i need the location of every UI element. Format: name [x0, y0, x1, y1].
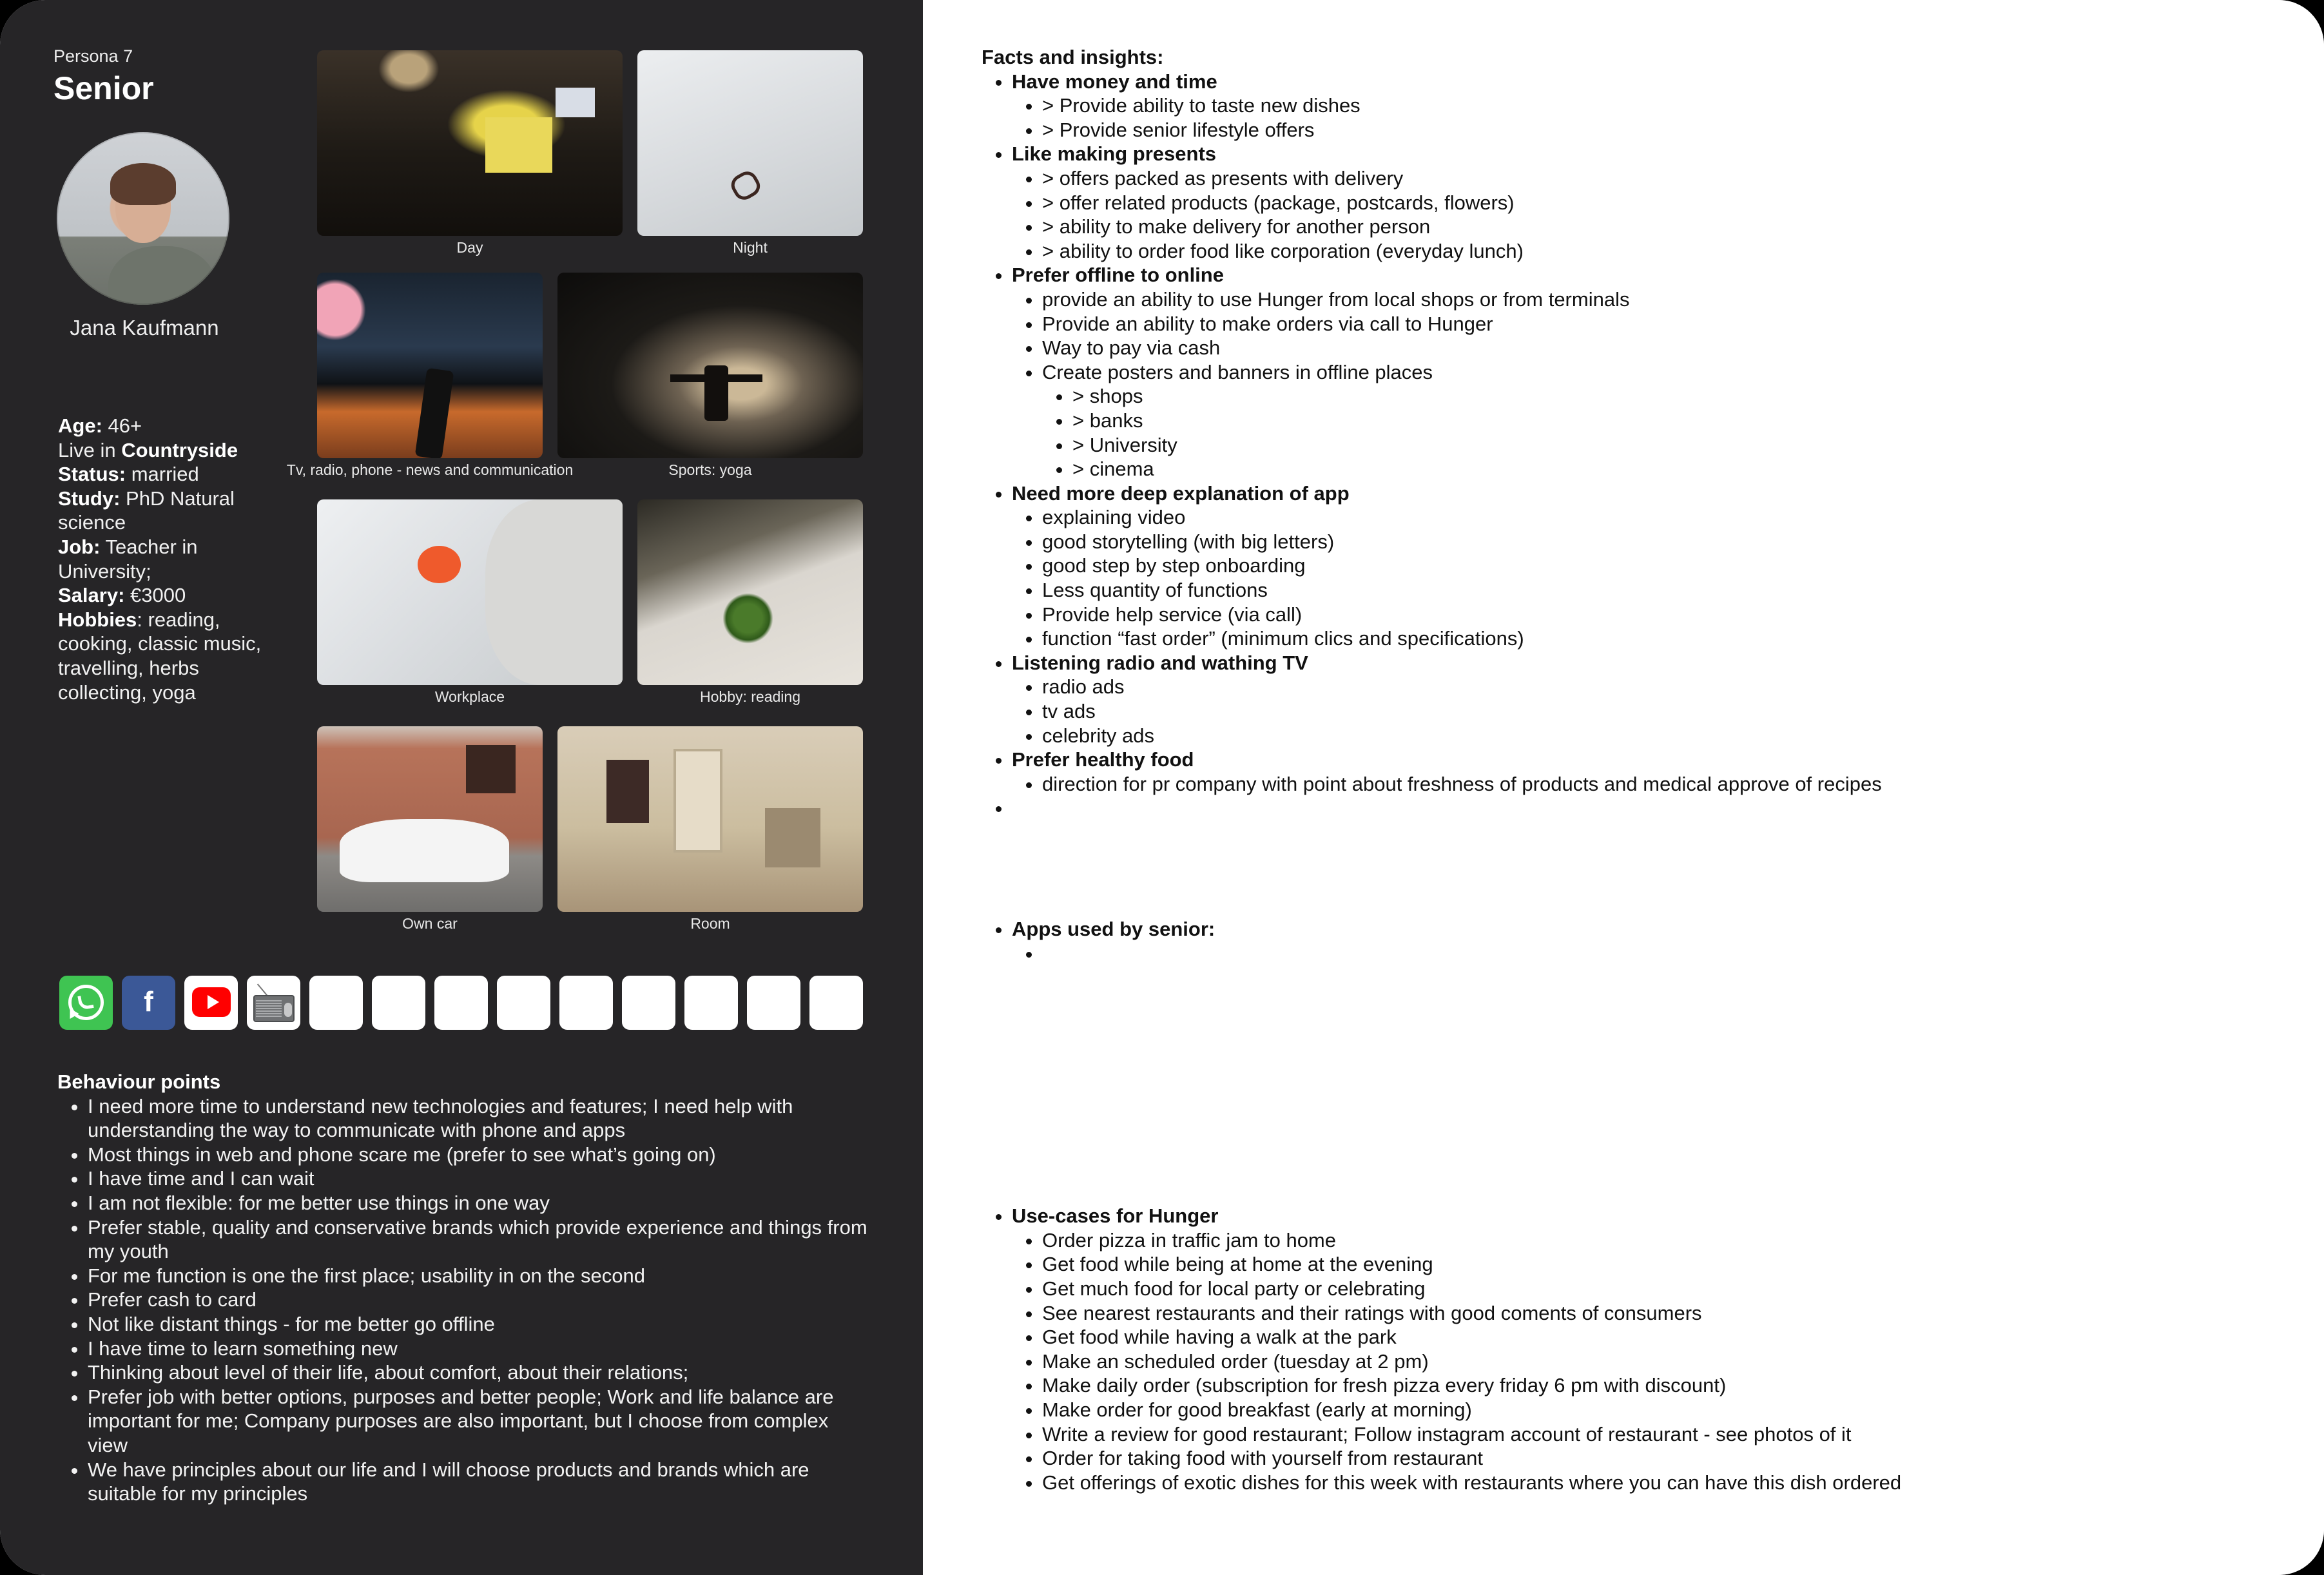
facts-group: • Like making presents • > offers packed as presents with delivery • > offer related products (package, postcards, flowers) • > ability to make delivery for another person • > ability to order food like corporation (everyday lunch) [1012, 142, 2258, 263]
list-item: • Prefer stable, quality and conservative brands which provide experience and things from my youth [88, 1215, 869, 1264]
empty-app-slot[interactable] [497, 976, 550, 1030]
photo-caption-workplace: Workplace [434, 688, 505, 705]
radio-icon[interactable] [247, 976, 300, 1030]
list-item: • I am not flexible: for me better use things in one way [88, 1191, 869, 1215]
facts-group: • Listening radio and wathing TV • radio ads • tv ads • celebrity ads [1012, 651, 2258, 748]
info-salary: Salary: €3000 [58, 584, 186, 607]
list-item: • Make daily order (subscription for fresh pizza every friday 6 pm with discount) [1042, 1373, 2258, 1398]
night-photo [637, 50, 863, 236]
list-item: • explaining video [1042, 505, 2258, 530]
info-status: Status: married [58, 463, 199, 486]
list-item: • For me function is one the first place; usability in on the second [88, 1264, 869, 1288]
behaviour-list [57, 1094, 869, 1506]
list-item: • function “fast order” (minimum clics and specifications) [1042, 626, 2258, 651]
list-item: • tv ads [1042, 699, 2258, 724]
empty-app-slot[interactable] [309, 976, 363, 1030]
facts-title: Facts and insights: [982, 46, 1164, 68]
facts-group: • Prefer healthy food • direction for pr company with point about freshness of products and medical approve of recipes [1012, 748, 2258, 796]
list-item: • > University [1072, 433, 2258, 458]
list-item: • Make order for good breakfast (early at morning) [1042, 1398, 2258, 1422]
list-item: • Way to pay via cash [1042, 336, 2258, 360]
workplace-photo [317, 499, 623, 685]
photo-caption-night: Night [733, 239, 768, 256]
empty-app-slot[interactable] [434, 976, 488, 1030]
avatar [57, 132, 229, 305]
list-item: • Get food while being at home at the evening [1042, 1252, 2258, 1277]
list-item: • direction for pr company with point about freshness of products and medical approve of recipes [1042, 772, 2258, 797]
facts-list [982, 70, 2258, 1495]
list-item: • good step by step onboarding [1042, 554, 2258, 578]
list-item: • Get offerings of exotic dishes for this week with restaurants where you can have this dish ordered [1042, 1471, 2258, 1495]
list-item: • Order for taking food with yourself from restaurant [1042, 1446, 2258, 1471]
day-photo [317, 50, 623, 236]
list-item: • Get food while having a walk at the park [1042, 1325, 2258, 1349]
info-hobbies: Hobbies: reading, cooking, classic music, travelling, herbs collecting, yoga [58, 608, 262, 704]
list-item: • Most things in web and phone scare me (prefer to see what’s going on) [88, 1143, 869, 1167]
list-item: • > shops [1072, 384, 2258, 409]
empty-app-slot[interactable] [559, 976, 613, 1030]
photo-caption-hobby: Hobby: reading [700, 688, 800, 705]
photo-caption-day: Day [456, 239, 483, 256]
info-age: Age: 46+ [58, 414, 142, 437]
list-item: • We have principles about our life and I will choose products and brands which are suitable for my principles [88, 1458, 869, 1506]
behaviour-points [57, 1070, 869, 1506]
persona-number: Persona 7 [53, 46, 133, 66]
list-item: • > Provide ability to taste new dishes [1042, 93, 2258, 118]
tv-remote-photo [317, 273, 543, 458]
list-item: • Provide help service (via call) [1042, 603, 2258, 627]
facts-group: • Prefer offline to online • provide an ability to use Hunger from local shops or from terminals • Provide an ability to make orders via call to Hunger • Way to pay via cash • Create posters and banners in offline places • > shops • > banks • > University • > cinema [1012, 263, 2258, 481]
facts-and-insights [982, 45, 2258, 1494]
empty-app-slot[interactable] [372, 976, 425, 1030]
whatsapp-icon[interactable] [59, 976, 113, 1030]
photo-caption-tv: Tv, radio, phone - news and communication [286, 461, 574, 478]
list-item: • > Provide senior lifestyle offers [1042, 118, 2258, 142]
empty-bullet [1012, 796, 2258, 820]
list-item: • Write a review for good restaurant; Follow instagram account of restaurant - see photos of it [1042, 1422, 2258, 1447]
yoga-photo [557, 273, 863, 458]
room-photo [557, 726, 863, 912]
list-item: • Prefer cash to card [88, 1288, 869, 1312]
empty-app-slot[interactable] [747, 976, 800, 1030]
list-item: • Thinking about level of their life, about comfort, about their relations; [88, 1360, 869, 1385]
list-item: • > offer related products (package, postcards, flowers) [1042, 191, 2258, 215]
photo-caption-room: Room [690, 915, 730, 932]
list-item: • > banks [1072, 409, 2258, 433]
behaviour-title: Behaviour points [57, 1070, 221, 1093]
list-item: • > offers packed as presents with delivery [1042, 166, 2258, 191]
persona-info [58, 414, 290, 704]
facebook-icon[interactable]: f [122, 976, 175, 1030]
list-item: • I have time and I can wait [88, 1166, 869, 1191]
photo-caption-yoga: Sports: yoga [668, 461, 752, 478]
persona-profile-panel [0, 0, 923, 1575]
apps-used-group: • Apps used by senior: • [1012, 917, 2258, 965]
facts-group: • Need more deep explanation of app • explaining video • good storytelling (with big letters) • good step by step onboarding • Less quantity of functions • Provide help service (via call) • function “fast order” (minimum clics and specifications) [1012, 481, 2258, 651]
use-cases-group: • Use-cases for Hunger • Order pizza in traffic jam to home • Get food while being at home at the evening • Get much food for local party or celebrating • See nearest restaurants and their ratings with good coments of consumers • Get food while having a walk at the park • Make an scheduled order (tuesday at 2 pm) • Make daily order (subscription for fresh pizza every friday 6 pm with discount) • Make order for good breakfast (early at morning) • Write a review for good restaurant; Follow instagram account of restaurant - see photos of it • Order for taking food with yourself from restaurant • Get offerings of exotic dishes for this week with restaurants where you can have this dish ordered [1012, 1204, 2258, 1494]
list-item: • radio ads [1042, 675, 2258, 699]
list-item: • Make an scheduled order (tuesday at 2 pm) [1042, 1349, 2258, 1374]
list-item: • I have time to learn something new [88, 1337, 869, 1361]
list-item: • good storytelling (with big letters) [1042, 530, 2258, 554]
apps-row [59, 976, 863, 1030]
list-item: • I need more time to understand new technologies and features; I need help with understanding the way to communicate with phone and apps [88, 1094, 869, 1143]
list-item: • Not like distant things - for me better go offline [88, 1312, 869, 1337]
empty-bullet [1042, 942, 2258, 966]
car-photo [317, 726, 543, 912]
list-item: • celebrity ads [1042, 724, 2258, 748]
persona-title: Senior [53, 70, 154, 106]
list-item: • Provide an ability to make orders via call to Hunger [1042, 312, 2258, 336]
persona-name: Jana Kaufmann [70, 316, 219, 340]
list-item: • Create posters and banners in offline places • > shops • > banks • > University • > cinema [1042, 360, 2258, 481]
info-study: Study: PhD Natural science [58, 487, 235, 534]
list-item: • Order pizza in traffic jam to home [1042, 1228, 2258, 1253]
list-item: • Less quantity of functions [1042, 578, 2258, 603]
empty-app-slot[interactable] [622, 976, 675, 1030]
list-item: • > cinema [1072, 457, 2258, 481]
empty-app-slot[interactable] [809, 976, 863, 1030]
empty-app-slot[interactable] [684, 976, 738, 1030]
list-item: • See nearest restaurants and their ratings with good coments of consumers [1042, 1301, 2258, 1326]
youtube-icon[interactable] [184, 976, 238, 1030]
info-location: Live in Countryside [58, 438, 238, 461]
list-item: • provide an ability to use Hunger from local shops or from terminals [1042, 287, 2258, 312]
hobby-photo [637, 499, 863, 685]
list-item: • > ability to order food like corporation (everyday lunch) [1042, 239, 2258, 264]
info-job: Job: Teacher in University; [58, 535, 198, 583]
list-item: • Prefer job with better options, purposes and better people; Work and life balance are important for me; Company purposes are also important, but I choose from complex view [88, 1385, 869, 1458]
facts-panel [923, 0, 2324, 1575]
facts-group: • Have money and time • > Provide ability to taste new dishes • > Provide senior lifestyle offers [1012, 70, 2258, 142]
list-item: • > ability to make delivery for another person [1042, 215, 2258, 239]
photo-caption-car: Own car [402, 915, 458, 932]
list-item: • Get much food for local party or celebrating [1042, 1277, 2258, 1301]
